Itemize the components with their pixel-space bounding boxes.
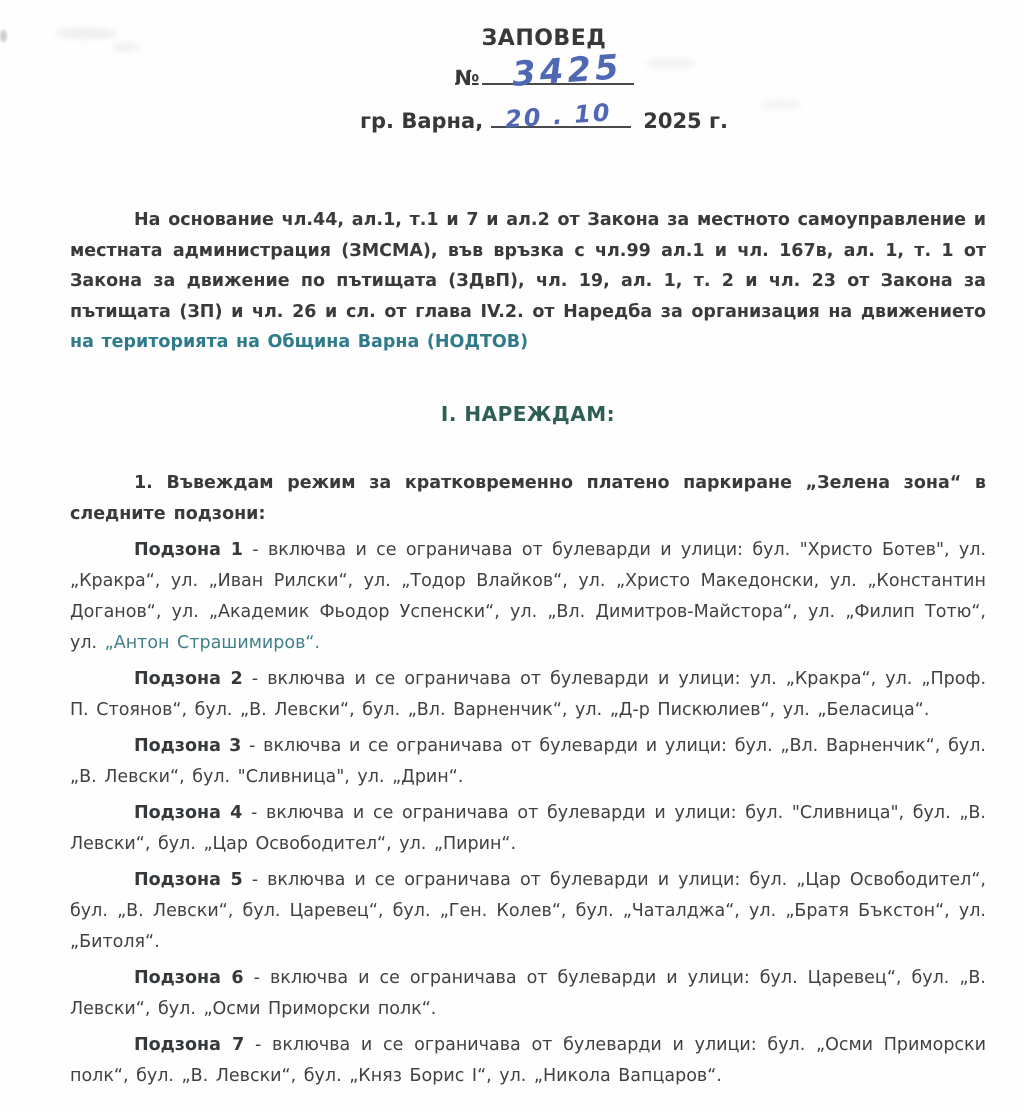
order-heading: I. НАРЕЖДАМ:	[440, 401, 616, 426]
subzone-paragraph-2	[70, 664, 986, 726]
subzone-label: Подзона 7	[134, 1034, 245, 1055]
number-underline	[482, 47, 634, 95]
handwritten-number: 3425	[510, 47, 624, 95]
document-header	[86, 26, 1002, 133]
legal-basis-paragraph	[70, 205, 986, 358]
subzone-text: - включва и се ограничава от булеварди и улици: бул. „Цар Освободител“, бул. „В. Левски“, бул. Царевец“, бул. „Ген. Колев“, бул. „Чаталджа“, ул. „Братя Бъкстон“, ул. „Битоля“.	[70, 869, 986, 952]
year-label: 2025 г.	[643, 109, 728, 133]
legal-basis-text: На основание чл.44, ал.1, т.1 и 7 и ал.2 от Закона за местното самоуправление и местната администрация (ЗМСМА), във връзка с чл.99 ал.1 и чл. 167в, ал. 1, т. 1 от Закона за движение по пътищата (ЗДвП), чл. 19, ал. 1, т. 2 и чл. 23 от Закона за пътищата (ЗП) и чл. 26 и сл. от глава IV.2. от Наредба за организация на движението	[70, 210, 986, 322]
date-underline	[491, 98, 631, 134]
subzone-label: Подзона 4	[134, 802, 243, 823]
subzone-paragraph-4	[70, 798, 986, 860]
subzone-paragraph-6	[70, 963, 986, 1025]
subzone-text: - включва и се ограничава от булеварди и улици: бул. „Осми Приморски полк“, бул. „В. Левски“, бул. „Княз Борис I“, ул. „Никола Вапцаров“.	[70, 1034, 986, 1086]
subzone-label: Подзона 3	[134, 735, 242, 756]
document-place-line	[86, 99, 1002, 133]
subzone-text: - включва и се ограничава от булеварди и улици: бул. "Христо Ботев", ул. „Кракра“, ул. „Иван Рилски“, ул. „Тодор Влайков“, ул. „Христо Македонски, ул. „Константин Доганов“, ул. „Академик Фьодор Успенски“, ул. „Вл. Димитров-Майстора“, ул. „Филип Тотю“, ул.	[70, 539, 987, 653]
scan-smudge	[0, 30, 7, 42]
document-number-line	[86, 47, 1002, 95]
handwritten-date: 20 . 10	[504, 98, 613, 134]
subzone-tail: „Антон Страшимиров“.	[104, 632, 321, 653]
subzone-text: - включва и се ограничава от булеварди и улици: бул. "Сливница", бул. „В. Левски“, бул. „Цар Освободител“, ул. „Пирин“.	[70, 802, 986, 854]
subzone-paragraph-1	[70, 535, 986, 659]
number-label: №	[454, 66, 480, 90]
order-item-1: 1. Въвеждам режим за кратковременно платено паркиране „Зелена зона“ в следните подзони:	[70, 472, 986, 524]
legal-basis-highlight: на територията на Община Варна (НОДТОВ)	[70, 332, 529, 352]
subzone-text: - включва и се ограничава от булеварди и улици: бул. Царевец“, бул. „В. Левски“, бул. „Осми Приморски полк“.	[70, 967, 986, 1019]
subzone-label: Подзона 2	[134, 668, 243, 689]
document-title: ЗАПОВЕД	[481, 26, 607, 51]
place-label: гр. Варна,	[360, 109, 484, 133]
subzone-label: Подзона 1	[134, 539, 243, 560]
subzone-text: - включва и се ограничава от булеварди и улици: ул. „Кракра“, ул. „Проф. П. Стоянов“, бул. „В. Левски“, бул. „Вл. Варненчик“, ул. „Д-р Пискюлиев“, ул. „Беласица“.	[70, 668, 987, 720]
subzone-paragraph-5	[70, 865, 986, 958]
subzone-text: - включва и се ограничава от булеварди и улици: бул. „Вл. Варненчик“, бул. „В. Левски“, бул. "Сливница", ул. „Дрин“.	[70, 735, 986, 787]
subzone-paragraph-3	[70, 731, 986, 793]
subzone-paragraph-7	[70, 1030, 986, 1092]
subzone-label: Подзона 6	[134, 967, 244, 988]
subzone-label: Подзона 5	[134, 869, 243, 890]
